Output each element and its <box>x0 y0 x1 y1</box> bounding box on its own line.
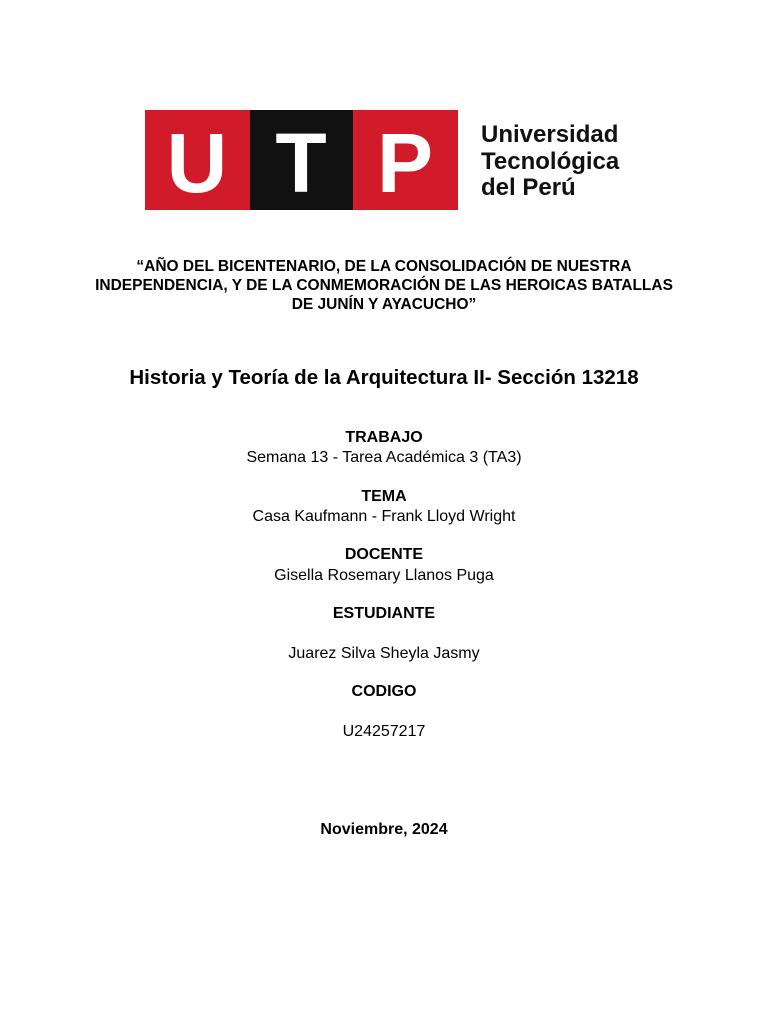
logo-letter-p: P <box>376 116 434 210</box>
docente-label: DOCENTE <box>344 546 424 563</box>
motto-line-3: DE JUNÍN Y AYACUCHO” <box>291 296 477 313</box>
motto-line-1: “AÑO DEL BICENTENARIO, DE LA CONSOLIDACIÓN DE NUESTRA <box>136 258 632 275</box>
tema-value: Casa Kaufmann - Frank Lloyd Wright <box>252 508 516 525</box>
estudiante-label: ESTUDIANTE <box>332 605 436 622</box>
logo-letter-t: T <box>275 116 327 210</box>
estudiante-value: Juarez Silva Sheyla Jasmy <box>288 645 480 662</box>
year-motto <box>30 257 738 314</box>
codigo-label: CODIGO <box>351 683 417 700</box>
motto-line-2: INDEPENDENCIA, Y DE LA CONMEMORACIÓN DE LAS HEROICAS BATALLAS <box>95 277 673 294</box>
logo-name-line-2: Tecnológica <box>481 148 620 175</box>
utp-logo-graphic <box>145 110 625 210</box>
codigo-value: U24257217 <box>342 723 426 740</box>
document-date: Noviembre, 2024 <box>320 821 448 838</box>
utp-logo <box>145 110 625 210</box>
course-title: Historia y Teoría de la Arquitectura II- Sección 13218 <box>129 366 639 389</box>
logo-name-line-3: del Perú <box>481 174 576 201</box>
tema-label: TEMA <box>361 488 407 505</box>
docente-value: Gisella Rosemary Llanos Puga <box>274 567 494 584</box>
trabajo-label: TRABAJO <box>345 429 423 446</box>
logo-letter-u: U <box>166 116 228 210</box>
logo-name-line-1: Universidad <box>481 121 619 148</box>
trabajo-value: Semana 13 - Tarea Académica 3 (TA3) <box>246 449 522 466</box>
